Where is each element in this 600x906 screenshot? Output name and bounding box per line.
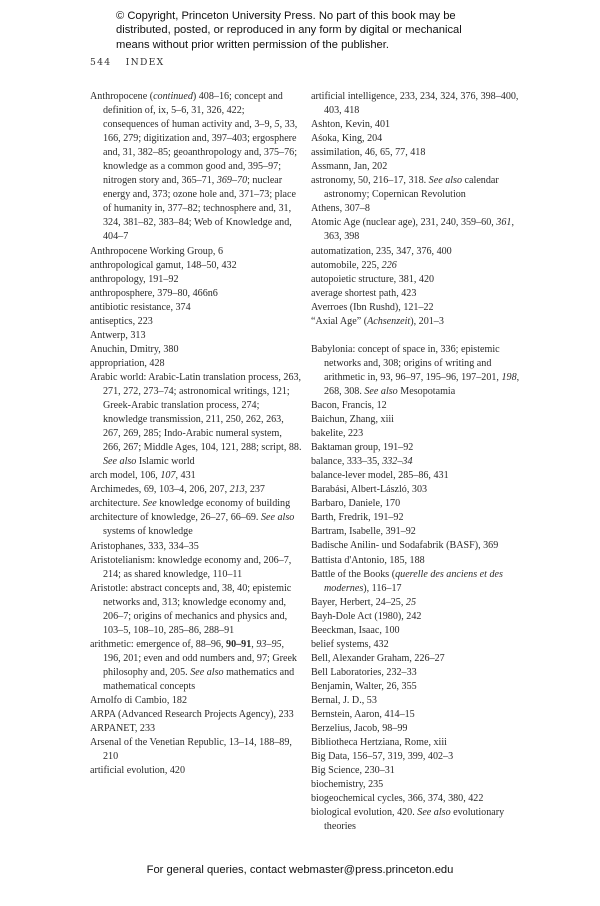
index-entry: biochemistry, 235	[311, 779, 384, 791]
index-entry: Barbaro, Daniele, 170	[311, 498, 401, 510]
index-entry: Baichun, Zhang, xiii	[311, 414, 394, 426]
running-head	[90, 57, 164, 68]
index-entry: Atomic Age (nuclear age), 231, 240, 359–60, 361, 363, 398	[311, 217, 514, 243]
index-entry: Bell, Alexander Graham, 226–27	[311, 652, 445, 664]
page-number: 544	[90, 57, 112, 68]
index-entry: antibiotic resistance, 374	[90, 301, 191, 313]
index-entry: Arsenal of the Venetian Republic, 13–14, 188–89, 210	[90, 737, 292, 763]
index-entry: Barth, Fredrik, 191–92	[311, 512, 404, 524]
index-entry: architecture. See knowledge economy of building	[90, 498, 291, 510]
index-entry: Big Data, 156–57, 319, 399, 402–3	[311, 751, 454, 763]
index-entry: Battista d'Antonio, 185, 188	[311, 554, 425, 566]
copyright-line: distributed, posted, or reproduced in any form by digital or mechanical	[116, 24, 462, 37]
index-entry: Badische Anilin- und Sodafabrik (BASF), 369	[311, 540, 499, 552]
index-entry: “Axial Age” (Achsenzeit), 201–3	[311, 315, 444, 327]
index-entry: Aristotle: abstract concepts and, 38, 40; epistemic networks and, 313; knowledge economy and, 206–7; origins of mechanics and physics and, 103–5, 108–10, 285–86, 288–91	[90, 582, 292, 636]
index-column-right	[311, 90, 523, 834]
index-entry: Bell Laboratories, 232–33	[311, 666, 417, 678]
copyright-notice	[116, 9, 496, 52]
index-entry: Bayer, Herbert, 24–25, 25	[311, 596, 416, 608]
index-entry: Big Science, 230–31	[311, 765, 395, 777]
index-entry: balance-lever model, 285–86, 431	[311, 470, 449, 482]
index-entry: artificial intelligence, 233, 234, 324, 376, 398–400, 403, 418	[311, 91, 519, 117]
index-entry: Babylonia: concept of space in, 336; epistemic networks and, 308; origins of writing and arithmetic in, 93, 96–97, 195–96, 197–201, 198, 268, 308. See also Mesopotamia	[311, 343, 520, 397]
index-entry: Aristotelianism: knowledge economy and, 206–7, 214; as shared knowledge, 110–11	[90, 554, 292, 580]
index-entry: balance, 333–35, 332–34	[311, 456, 413, 468]
index-entry: Battle of the Books (querelle des anciens et des modernes), 116–17	[311, 568, 503, 594]
copyright-line: means without prior written permission of the publisher.	[116, 38, 389, 51]
index-entry: bakelite, 223	[311, 428, 364, 440]
index-entry: Barabási, Albert-László, 303	[311, 484, 428, 496]
index-entry: Assmann, Jan, 202	[311, 161, 388, 173]
index-entry: belief systems, 432	[311, 638, 389, 650]
index-entry: arithmetic: emergence of, 88–96, 90–91, 93–95, 196, 201; even and odd numbers and, 97; Greek philosophy and, 205. See also mathematics and mathematical concepts	[90, 638, 297, 692]
index-entry: Bibliotheca Hertziana, Rome, xiii	[311, 737, 447, 749]
index-entry: Archimedes, 69, 103–4, 206, 207, 213, 237	[90, 484, 265, 496]
index-entry: Arabic world: Arabic-Latin translation process, 263, 271, 272, 273–74; astronomical writings, 121; Greek-Arabic translation process, 274; knowledge transmission, 211, 250, 262, 263, 267, 269, 285; Indo-Arabic numeral system, 266, 267; Middle Ages, 104, 121, 288; script, 88. See also Islamic world	[90, 371, 302, 468]
index-entry: artificial evolution, 420	[90, 765, 186, 777]
index-entry: anthropological gamut, 148–50, 432	[90, 259, 237, 271]
letter-gap	[311, 329, 523, 343]
index-entry: ARPA (Advanced Research Projects Agency), 233	[90, 709, 294, 721]
index-entry: automatization, 235, 347, 376, 400	[311, 245, 452, 257]
index-entry: Benjamin, Walter, 26, 355	[311, 680, 417, 692]
index-entry: anthroposphere, 379–80, 466n6	[90, 287, 218, 299]
index-entry: Beeckman, Isaac, 100	[311, 624, 400, 636]
copyright-line: © Copyright, Princeton University Press. No part of this book may be	[116, 10, 456, 22]
index-entry: Bartram, Isabelle, 391–92	[311, 526, 416, 538]
index-entry: appropriation, 428	[90, 357, 165, 369]
index-entry: Bernstein, Aaron, 414–15	[311, 709, 415, 721]
index-entry: architecture of knowledge, 26–27, 66–69. See also systems of knowledge	[90, 512, 295, 538]
index-entry: assimilation, 46, 65, 77, 418	[311, 147, 426, 159]
index-entry: astronomy, 50, 216–17, 318. See also calendar astronomy; Copernican Revolution	[311, 175, 499, 201]
index-entry: Athens, 307–8	[311, 203, 370, 215]
index-entry: Arnolfo di Cambio, 182	[90, 695, 188, 707]
section-title: INDEX	[125, 57, 165, 68]
footer-contact: For general queries, contact webmaster@press.princeton.edu	[146, 864, 454, 876]
index-entry: Anuchin, Dmitry, 380	[90, 343, 179, 355]
index-entry: biogeochemical cycles, 366, 374, 380, 422	[311, 793, 484, 805]
index-entry: average shortest path, 423	[311, 287, 417, 299]
index-entry: Bernal, J. D., 53	[311, 694, 377, 706]
index-entry: autopoietic structure, 381, 420	[311, 273, 435, 285]
index-entry: Aśoka, King, 204	[311, 133, 383, 145]
index-entry: Bacon, Francis, 12	[311, 399, 387, 411]
index-entry: arch model, 106, 107, 431	[90, 470, 196, 482]
index-entry: anthropology, 191–92	[90, 273, 179, 285]
index-column-left	[90, 90, 302, 778]
index-entry: antiseptics, 223	[90, 315, 153, 327]
index-entry: Aristophanes, 333, 334–35	[90, 540, 199, 552]
index-entry: Anthropocene Working Group, 6	[90, 245, 223, 257]
index-entry: ARPANET, 233	[90, 723, 156, 735]
index-entry: Baktaman group, 191–92	[311, 442, 414, 454]
index-entry: Averroes (Ibn Rushd), 121–22	[311, 301, 434, 313]
index-entry: biological evolution, 420. See also evolutionary theories	[311, 807, 505, 833]
index-entry: Berzelius, Jacob, 98–99	[311, 723, 408, 735]
index-entry: Bayh-Dole Act (1980), 242	[311, 610, 422, 622]
index-entry: Antwerp, 313	[90, 329, 146, 341]
index-entry: Ashton, Kevin, 401	[311, 119, 391, 131]
index-entry: automobile, 225, 226	[311, 259, 397, 271]
index-entry: Anthropocene (continued) 408–16; concept and definition of, ix, 5–6, 31, 326, 422; consequences of human activity and, 3–9, 5, 33, 166, 279; digitization and, 397–403; ergosphere and, 31, 382–85; geoanthropology and, 375–76; knowledge as a common good and, 395–97; nitrogen story and, 365–71, 369–70; nuclear energy and, 373; ozone hole and, 371–73; place of humanity in, 377–82; technosphere and, 31, 324, 381–82, 383–84; Web of Knowledge and, 404–7	[90, 91, 298, 243]
